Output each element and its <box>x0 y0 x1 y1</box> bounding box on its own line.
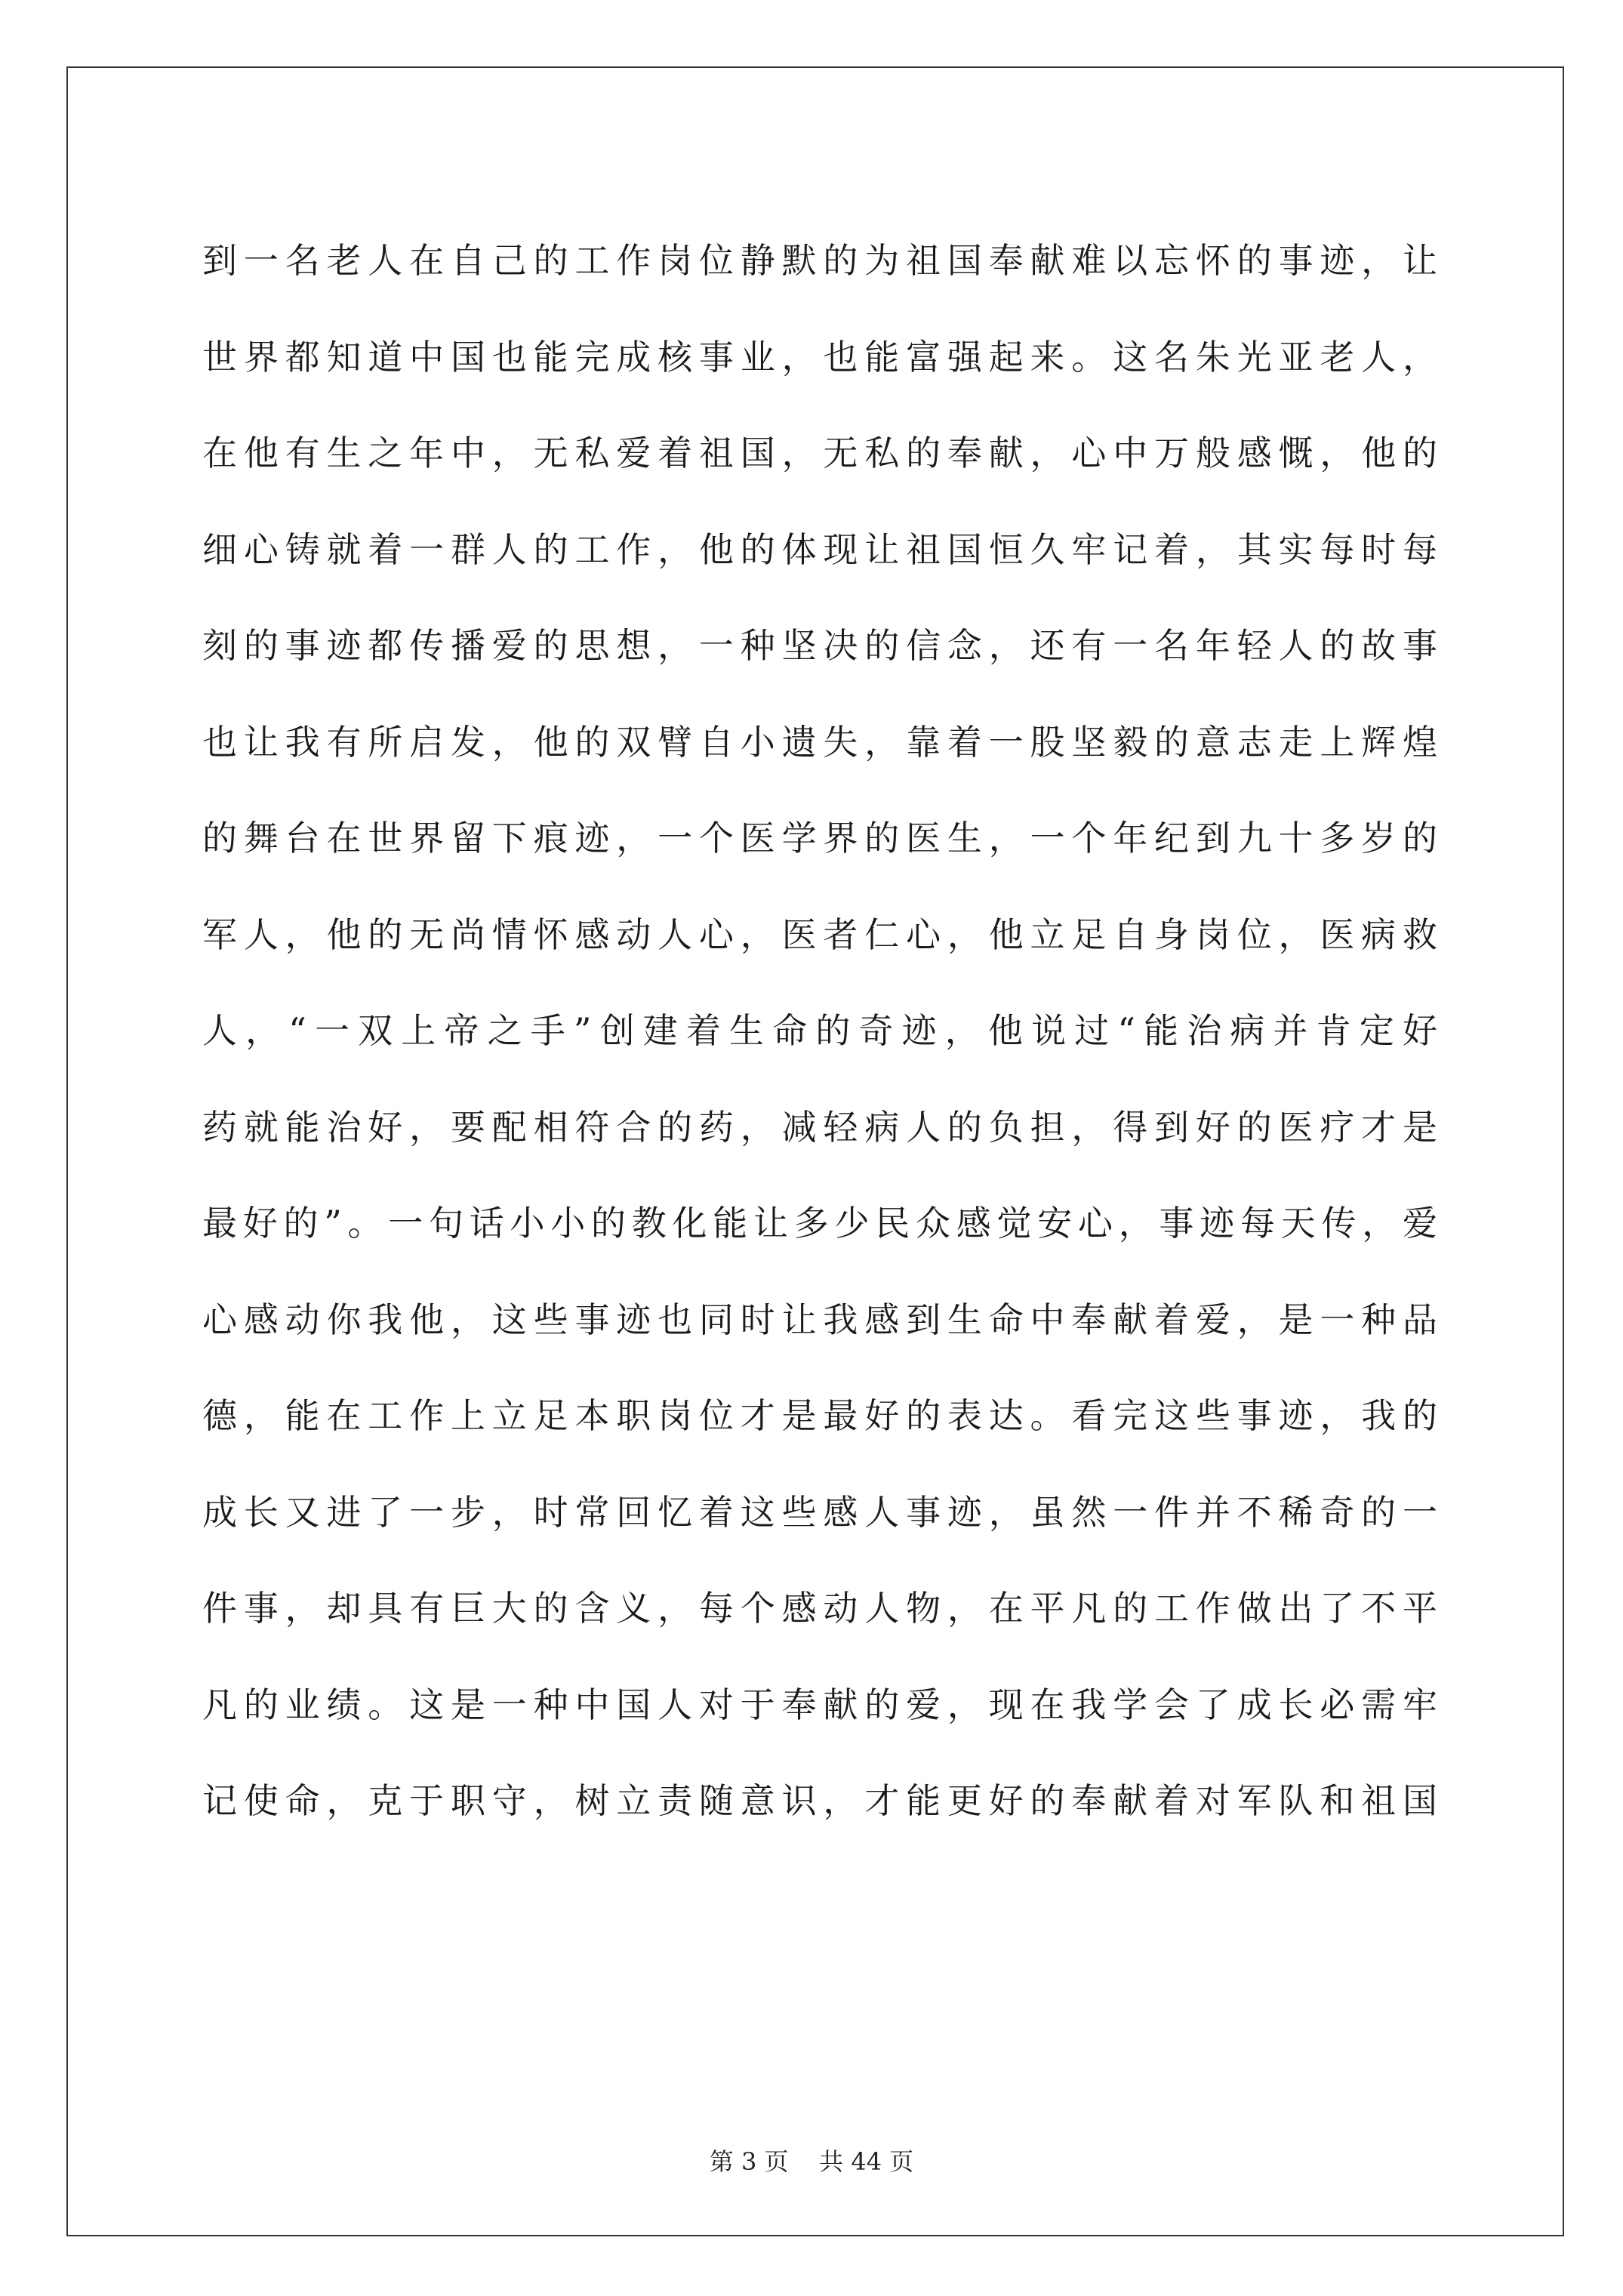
text-line: 最好的”。一句话小小的教化能让多少民众感觉安心，事迹每天传，爱 <box>202 1203 1437 1244</box>
text-line: 世界都知道中国也能完成核事业，也能富强起来。这名朱光亚老人， <box>202 336 1437 378</box>
text-line: 件事，却具有巨大的含义，每个感动人物，在平凡的工作做出了不平 <box>202 1588 1437 1629</box>
text-line: 也让我有所启发，他的双臂自小遗失，靠着一股坚毅的意志走上辉煌 <box>202 721 1437 763</box>
text-line: 德，能在工作上立足本职岗位才是最好的表达。看完这些事迹，我的 <box>202 1395 1437 1436</box>
text-line: 药就能治好，要配相符合的药，减轻病人的负担，得到好的医疗才是 <box>202 1106 1437 1148</box>
text-line: 刻的事迹都传播爱的思想，一种坚决的信念，还有一名年轻人的故事 <box>202 625 1437 666</box>
text-line: 到一名老人在自己的工作岗位静默的为祖国奉献难以忘怀的事迹，让 <box>202 240 1437 281</box>
text-line: 细心铸就着一群人的工作，他的体现让祖国恒久牢记着，其实每时每 <box>202 529 1437 570</box>
text-line: 人，“一双上帝之手”创建着生命的奇迹，他说过“能治病并肯定好 <box>202 1010 1437 1051</box>
text-line: 在他有生之年中，无私爱着祖国，无私的奉献，心中万般感慨，他的 <box>202 433 1437 473</box>
text-line: 凡的业绩。这是一种中国人对于奉献的爱，现在我学会了成长必需牢 <box>202 1684 1437 1725</box>
text-line: 的舞台在世界留下痕迹，一个医学界的医生，一个年纪到九十多岁的 <box>202 818 1437 858</box>
body-text <box>202 213 1437 1850</box>
text-line: 记使命，克于职守，树立责随意识，才能更好的奉献着对军队和祖国 <box>202 1780 1437 1821</box>
page-number-footer: 第 3 页 共 44 页 <box>709 2147 914 2176</box>
text-line: 成长又进了一步，时常回忆着这些感人事迹，虽然一件并不稀奇的一 <box>202 1491 1437 1533</box>
text-line: 心感动你我他，这些事迹也同时让我感到生命中奉献着爱，是一种品 <box>202 1299 1437 1340</box>
text-line: 军人，他的无尚情怀感动人心，医者仁心，他立足自身岗位，医病救 <box>202 914 1437 955</box>
